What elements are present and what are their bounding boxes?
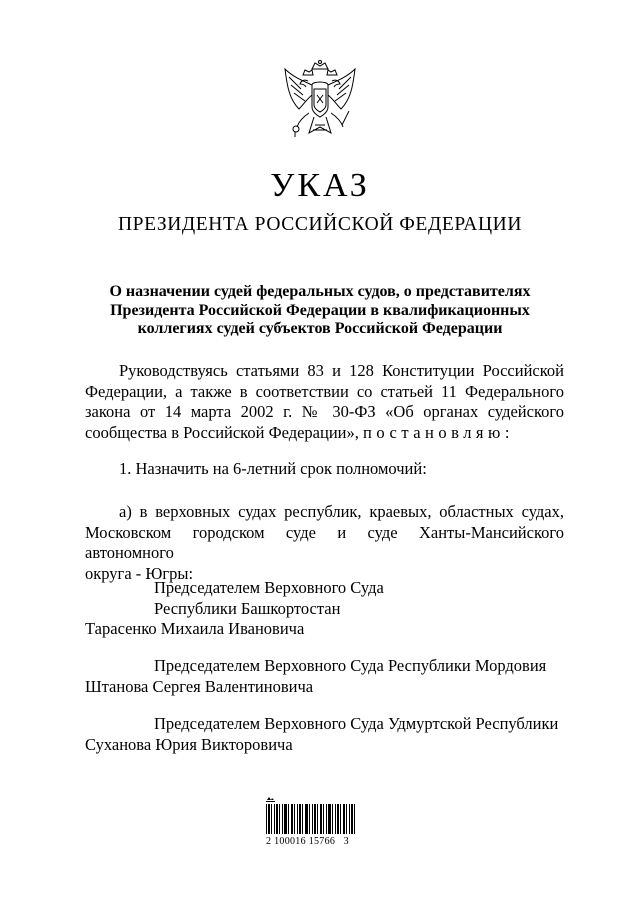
text-line: округа - Югры:	[85, 563, 194, 583]
appointee-name: Штанова Сергея Валентиновича	[85, 676, 314, 696]
appointee-name: Тарасенко Михаила Ивановича	[85, 619, 305, 638]
barcode-number: 2 100016 15766 3	[266, 836, 349, 847]
double-headed-eagle-emblem-icon	[279, 55, 361, 147]
text-line: Федерации, а также в соответствии со статьей 11 Федерального	[85, 381, 564, 401]
preamble-paragraph	[85, 361, 564, 443]
text-line: закона от 14 марта 2002 г. № 30-ФЗ «Об органах судейского	[85, 402, 564, 421]
decree-verb: постановляю:	[363, 422, 514, 442]
appointment-entry	[85, 656, 564, 697]
item-1a-paragraph	[85, 502, 564, 584]
text-line: Московском городском суде и суде Ханты-Мансийского автономного	[85, 522, 564, 562]
text-line: Руководствуясь статьями 83 и 128 Конституции Российской	[119, 361, 564, 380]
heading-line: Президента Российской Федерации в квалификационных	[110, 301, 530, 319]
text-fragment: сообщества в Российской Федерации»,	[85, 422, 363, 442]
decree-heading	[95, 283, 545, 339]
barcode-icon	[264, 797, 364, 857]
decree-title: УКАЗ	[270, 167, 370, 204]
text-line	[85, 423, 564, 444]
appointment-entry	[85, 714, 564, 755]
appointment-position: Республики Башкортостан	[154, 598, 341, 618]
text-line: а) в верховных судах республик, краевых, областных судах,	[119, 502, 564, 521]
appointment-position: Председателем Верховного Суда Удмуртской Республики	[154, 714, 559, 733]
heading-line: коллегиях судей субъектов Российской Федерации	[137, 320, 503, 337]
item-1: 1. Назначить на 6-летний срок полномочий:	[119, 459, 427, 478]
decree-issuer: ПРЕЗИДЕНТА РОССИЙСКОЙ ФЕДЕРАЦИИ	[117, 214, 523, 235]
appointment-position: Председателем Верховного Суда Республики Мордовия	[154, 656, 547, 675]
appointee-name: Суханова Юрия Викторовича	[85, 734, 293, 754]
appointment-position: Председателем Верховного Суда	[154, 578, 384, 597]
appointment-entry	[85, 578, 564, 640]
heading-line: О назначении судей федеральных судов, о представителях	[109, 283, 531, 300]
